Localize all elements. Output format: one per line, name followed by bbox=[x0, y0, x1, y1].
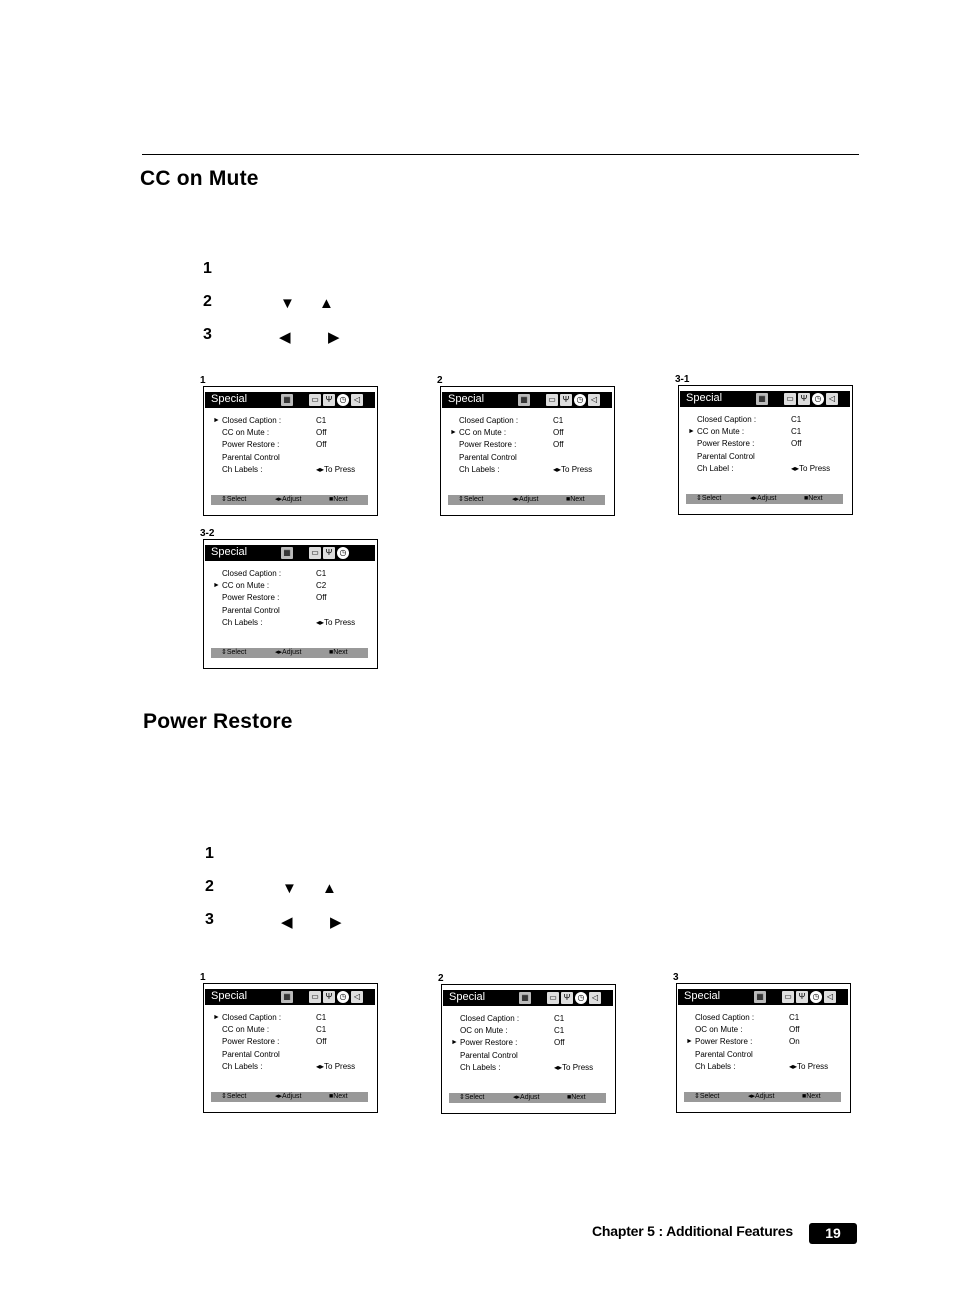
menu-row[interactable] bbox=[213, 1049, 373, 1061]
menu-help-bar bbox=[448, 495, 605, 505]
speaker-icon[interactable]: ◁ bbox=[351, 991, 363, 1003]
menu-row-label: Parental Control bbox=[459, 452, 517, 462]
menu-row-label: Parental Control bbox=[697, 451, 755, 461]
menu-row-value: Off bbox=[553, 440, 564, 450]
menu-row-label: CC on Mute : bbox=[222, 1025, 270, 1035]
menu-row-value: C2 bbox=[316, 581, 327, 591]
menu-rows bbox=[688, 414, 848, 475]
step-number: 1 bbox=[205, 845, 214, 862]
menu-row-value: ◂▸To Press bbox=[791, 463, 831, 473]
menu-row-value: Off bbox=[554, 1038, 565, 1048]
next-hint: ■Next bbox=[329, 496, 348, 503]
menu-title-bar bbox=[680, 391, 850, 407]
menu-rows bbox=[213, 568, 373, 629]
special-icon[interactable]: ▦ bbox=[756, 393, 768, 405]
menu-row-value: C1 bbox=[553, 416, 564, 425]
menu-row-value: Off bbox=[316, 440, 327, 450]
menu-row[interactable] bbox=[450, 464, 610, 476]
menu-row-value: Off bbox=[316, 428, 327, 438]
down-arrow-icon: ▼ bbox=[280, 295, 295, 312]
adjust-hint: ◂▸Adjust bbox=[750, 495, 777, 502]
figure-label: 3-1 bbox=[675, 374, 692, 385]
menu-help-bar bbox=[211, 495, 368, 505]
menu-row-label: Power Restore : bbox=[222, 593, 280, 603]
menu-row-label: Power Restore : bbox=[697, 439, 755, 449]
clock-icon[interactable]: ◷ bbox=[812, 393, 824, 405]
menu-icons bbox=[281, 394, 363, 407]
menu-row-label: Parental Control bbox=[460, 1050, 518, 1060]
menu-row-label: Ch Labels : bbox=[222, 1061, 263, 1071]
menu-row-value: C1 bbox=[791, 427, 802, 437]
antenna-icon[interactable]: Ψ bbox=[560, 394, 572, 406]
menu-title-bar bbox=[205, 392, 375, 408]
menu-rows bbox=[451, 1013, 611, 1074]
menu-title: Special bbox=[448, 393, 485, 405]
menu-row[interactable] bbox=[686, 1012, 846, 1024]
selection-marker-icon: ► bbox=[213, 1014, 220, 1021]
menu-row[interactable] bbox=[450, 452, 610, 464]
menu-help-bar bbox=[686, 494, 843, 504]
menu-row-value: C1 bbox=[316, 1013, 327, 1022]
selection-marker-icon: ► bbox=[451, 1039, 458, 1047]
menu-icons bbox=[281, 991, 363, 1004]
step-number: 2 bbox=[205, 878, 214, 895]
special-icon[interactable]: ▦ bbox=[281, 547, 293, 559]
left-arrow-icon: ◀ bbox=[279, 329, 291, 346]
next-hint: ■Next bbox=[802, 1093, 821, 1100]
menu-title-bar bbox=[205, 989, 375, 1005]
menu-icons bbox=[519, 992, 601, 1005]
tv-icon[interactable]: ▭ bbox=[309, 394, 321, 406]
menu-row-value: Off bbox=[316, 593, 327, 603]
figure-label: 1 bbox=[200, 972, 209, 983]
menu-title: Special bbox=[684, 990, 721, 1002]
adjust-hint: ◂▸Adjust bbox=[513, 1094, 540, 1101]
up-arrow-icon: ▲ bbox=[319, 295, 334, 312]
special-icon[interactable]: ▦ bbox=[754, 991, 766, 1003]
next-hint: ■Next bbox=[567, 1094, 586, 1101]
menu-row[interactable] bbox=[450, 439, 610, 451]
menu-row-label: Ch Labels : bbox=[222, 464, 263, 474]
menu-row[interactable] bbox=[688, 451, 848, 463]
step-number: 1 bbox=[203, 260, 212, 277]
right-arrow-icon: ▶ bbox=[330, 914, 342, 931]
antenna-icon[interactable]: Ψ bbox=[798, 393, 810, 405]
menu-row-label: Closed Caption : bbox=[222, 569, 282, 578]
menu-row-label: Closed Caption : bbox=[697, 415, 757, 424]
menu-row[interactable] bbox=[686, 1024, 846, 1036]
menu-row-label: Closed Caption : bbox=[460, 1014, 520, 1023]
antenna-icon[interactable]: Ψ bbox=[323, 547, 335, 559]
selection-marker-icon: ► bbox=[213, 582, 220, 590]
menu-row-label: Ch Label : bbox=[697, 463, 734, 473]
menu-row-label: CC on Mute : bbox=[697, 427, 745, 437]
down-arrow-icon: ▼ bbox=[282, 880, 297, 897]
menu-row[interactable] bbox=[213, 592, 373, 604]
menu-title-bar bbox=[443, 990, 613, 1006]
menu-rows bbox=[450, 415, 610, 476]
menu-row-label: CC on Mute : bbox=[222, 428, 270, 438]
tv-icon[interactable]: ▭ bbox=[309, 547, 321, 559]
menu-row-label: Closed Caption : bbox=[695, 1013, 755, 1022]
selection-marker-icon: ► bbox=[686, 1038, 693, 1046]
menu-row-label: OC on Mute : bbox=[695, 1025, 743, 1035]
menu-title: Special bbox=[211, 546, 248, 558]
selection-marker-icon: ► bbox=[688, 428, 695, 436]
menu-row[interactable] bbox=[213, 605, 373, 617]
antenna-icon[interactable]: Ψ bbox=[561, 992, 573, 1004]
adjust-hint: ◂▸Adjust bbox=[275, 496, 302, 503]
tv-icon[interactable]: ▭ bbox=[546, 394, 558, 406]
menu-screenshot bbox=[200, 972, 378, 1113]
menu-help-bar bbox=[684, 1092, 841, 1102]
menu-row-label: OC on Mute : bbox=[460, 1026, 508, 1036]
select-hint: ⇕Select bbox=[221, 496, 247, 503]
select-hint: ⇕Select bbox=[694, 1093, 720, 1100]
menu-row-label: Ch Labels : bbox=[460, 1062, 501, 1072]
left-arrow-icon: ◀ bbox=[281, 914, 293, 931]
adjust-hint: ◂▸Adjust bbox=[748, 1093, 775, 1100]
menu-help-bar bbox=[449, 1093, 606, 1103]
figure-label: 2 bbox=[438, 973, 447, 984]
menu-row[interactable] bbox=[213, 427, 373, 439]
figure-label: 3 bbox=[673, 972, 682, 983]
menu-title: Special bbox=[449, 991, 486, 1003]
menu-row[interactable] bbox=[213, 415, 373, 427]
menu-icons bbox=[754, 991, 836, 1004]
menu-help-bar bbox=[211, 648, 368, 658]
menu-row-label: Power Restore : bbox=[460, 1038, 518, 1048]
menu-row[interactable] bbox=[451, 1062, 611, 1074]
menu-row-value: On bbox=[789, 1037, 800, 1047]
menu-row[interactable] bbox=[451, 1025, 611, 1037]
menu-screenshot bbox=[437, 375, 615, 516]
menu-row-label: Parental Control bbox=[695, 1049, 753, 1059]
menu-row-value: Off bbox=[791, 439, 802, 449]
special-icon[interactable]: ▦ bbox=[519, 992, 531, 1004]
menu-row-value: Off bbox=[789, 1025, 800, 1035]
menu-row[interactable] bbox=[213, 1012, 373, 1024]
menu-row[interactable] bbox=[451, 1050, 611, 1062]
page-number: 19 bbox=[809, 1223, 857, 1244]
menu-row-label: Ch Labels : bbox=[222, 617, 263, 627]
menu-row[interactable] bbox=[688, 463, 848, 475]
right-arrow-icon: ▶ bbox=[328, 329, 340, 346]
menu-row-label: Power Restore : bbox=[459, 440, 517, 450]
clock-icon[interactable]: ◷ bbox=[810, 991, 822, 1003]
menu-icons bbox=[518, 394, 600, 407]
menu-row[interactable] bbox=[213, 464, 373, 476]
menu-row-label: Parental Control bbox=[222, 1049, 280, 1059]
antenna-icon[interactable]: Ψ bbox=[796, 991, 808, 1003]
chapter-title: Chapter 5 : Additional Features bbox=[592, 1223, 793, 1239]
menu-row-label: CC on Mute : bbox=[222, 581, 270, 591]
header-rule bbox=[142, 154, 859, 155]
menu-row-label: Power Restore : bbox=[222, 440, 280, 450]
menu-rows bbox=[213, 1012, 373, 1073]
clock-icon[interactable]: ◷ bbox=[337, 394, 349, 406]
menu-screenshot bbox=[675, 374, 853, 515]
menu-help-bar bbox=[211, 1092, 368, 1102]
menu-row[interactable] bbox=[451, 1013, 611, 1025]
section-title-power-restore: Power Restore bbox=[143, 710, 293, 733]
next-hint: ■Next bbox=[804, 495, 823, 502]
next-hint: ■Next bbox=[329, 649, 348, 656]
clock-icon[interactable]: ◷ bbox=[337, 547, 349, 559]
menu-row-value: C1 bbox=[554, 1026, 565, 1036]
select-hint: ⇕Select bbox=[221, 1093, 247, 1100]
menu-row-value: Off bbox=[316, 1037, 327, 1047]
tv-icon[interactable]: ▭ bbox=[309, 991, 321, 1003]
menu-row-value: C1 bbox=[791, 415, 802, 424]
menu-row[interactable] bbox=[213, 1036, 373, 1048]
menu-title: Special bbox=[211, 990, 248, 1002]
figure-label: 3-2 bbox=[200, 528, 217, 539]
antenna-icon[interactable]: Ψ bbox=[323, 394, 335, 406]
menu-row-value: ◂▸To Press bbox=[316, 464, 356, 474]
menu-row[interactable] bbox=[213, 617, 373, 629]
menu-row-value: ◂▸To Press bbox=[789, 1061, 829, 1071]
figure-label: 1 bbox=[200, 375, 209, 386]
menu-row-label: Ch Labels : bbox=[459, 464, 500, 474]
selection-marker-icon: ► bbox=[450, 429, 457, 437]
speaker-icon[interactable]: ◁ bbox=[588, 394, 600, 406]
tv-icon[interactable]: ▭ bbox=[784, 393, 796, 405]
menu-row-label: Closed Caption : bbox=[459, 416, 519, 425]
menu-row[interactable] bbox=[688, 426, 848, 438]
menu-row-value: C1 bbox=[789, 1013, 800, 1022]
menu-row[interactable] bbox=[213, 580, 373, 592]
clock-icon[interactable]: ◷ bbox=[337, 991, 349, 1003]
speaker-icon[interactable]: ◁ bbox=[826, 393, 838, 405]
menu-rows bbox=[213, 415, 373, 476]
step-number: 2 bbox=[203, 293, 212, 310]
menu-row-value: ◂▸To Press bbox=[316, 1061, 356, 1071]
menu-row-value: ◂▸To Press bbox=[553, 464, 593, 474]
select-hint: ⇕Select bbox=[458, 496, 484, 503]
special-icon[interactable]: ▦ bbox=[281, 394, 293, 406]
section-title-cc-on-mute: CC on Mute bbox=[140, 167, 259, 190]
speaker-icon[interactable]: ◁ bbox=[589, 992, 601, 1004]
menu-row[interactable] bbox=[688, 438, 848, 450]
menu-row[interactable] bbox=[213, 1061, 373, 1073]
menu-row-label: Closed Caption : bbox=[222, 1013, 282, 1022]
next-hint: ■Next bbox=[329, 1093, 348, 1100]
menu-screenshot bbox=[673, 972, 851, 1113]
figure-label: 2 bbox=[437, 375, 446, 386]
step-number: 3 bbox=[203, 326, 212, 343]
menu-row[interactable] bbox=[213, 452, 373, 464]
menu-row-label: Parental Control bbox=[222, 605, 280, 615]
menu-row-value: C1 bbox=[316, 1025, 327, 1035]
menu-screenshot bbox=[200, 375, 378, 516]
menu-row-label: Ch Labels : bbox=[695, 1061, 736, 1071]
step-number: 3 bbox=[205, 911, 214, 928]
menu-row-value: C1 bbox=[316, 416, 327, 425]
menu-row-value: ◂▸To Press bbox=[554, 1062, 594, 1072]
adjust-hint: ◂▸Adjust bbox=[512, 496, 539, 503]
special-icon[interactable]: ▦ bbox=[281, 991, 293, 1003]
menu-row[interactable] bbox=[686, 1036, 846, 1048]
menu-row[interactable] bbox=[213, 568, 373, 580]
menu-title-bar bbox=[205, 545, 375, 561]
menu-title-bar bbox=[442, 392, 612, 408]
menu-row-value: C1 bbox=[554, 1014, 565, 1023]
antenna-icon[interactable]: Ψ bbox=[323, 991, 335, 1003]
menu-row-value: C1 bbox=[316, 569, 327, 578]
tv-icon[interactable]: ▭ bbox=[782, 991, 794, 1003]
menu-row-label: Parental Control bbox=[222, 452, 280, 462]
selection-marker-icon: ► bbox=[213, 417, 220, 424]
select-hint: ⇕Select bbox=[459, 1094, 485, 1101]
menu-screenshot bbox=[438, 973, 616, 1114]
menu-row[interactable] bbox=[450, 427, 610, 439]
menu-rows bbox=[686, 1012, 846, 1073]
tv-icon[interactable]: ▭ bbox=[547, 992, 559, 1004]
up-arrow-icon: ▲ bbox=[322, 880, 337, 897]
special-icon[interactable]: ▦ bbox=[518, 394, 530, 406]
menu-row[interactable] bbox=[686, 1049, 846, 1061]
menu-row-value: Off bbox=[553, 428, 564, 438]
menu-row[interactable] bbox=[451, 1037, 611, 1049]
menu-row[interactable] bbox=[213, 439, 373, 451]
menu-screenshot bbox=[200, 528, 378, 669]
speaker-icon[interactable]: ◁ bbox=[824, 991, 836, 1003]
clock-icon[interactable]: ◷ bbox=[575, 992, 587, 1004]
menu-icons bbox=[281, 547, 349, 560]
menu-row-label: CC on Mute : bbox=[459, 428, 507, 438]
next-hint: ■Next bbox=[566, 496, 585, 503]
menu-title: Special bbox=[211, 393, 248, 405]
menu-row[interactable] bbox=[688, 414, 848, 426]
menu-row-label: Closed Caption : bbox=[222, 416, 282, 425]
clock-icon[interactable]: ◷ bbox=[574, 394, 586, 406]
menu-title: Special bbox=[686, 392, 723, 404]
menu-row[interactable] bbox=[450, 415, 610, 427]
menu-row-label: Power Restore : bbox=[222, 1037, 280, 1047]
menu-icons bbox=[756, 393, 838, 406]
select-hint: ⇕Select bbox=[221, 649, 247, 656]
menu-title-bar bbox=[678, 989, 848, 1005]
menu-row-value: ◂▸To Press bbox=[316, 617, 356, 627]
adjust-hint: ◂▸Adjust bbox=[275, 649, 302, 656]
select-hint: ⇕Select bbox=[696, 495, 722, 502]
menu-row[interactable] bbox=[686, 1061, 846, 1073]
adjust-hint: ◂▸Adjust bbox=[275, 1093, 302, 1100]
menu-row[interactable] bbox=[213, 1024, 373, 1036]
menu-row-label: Power Restore : bbox=[695, 1037, 753, 1047]
speaker-icon[interactable]: ◁ bbox=[351, 394, 363, 406]
